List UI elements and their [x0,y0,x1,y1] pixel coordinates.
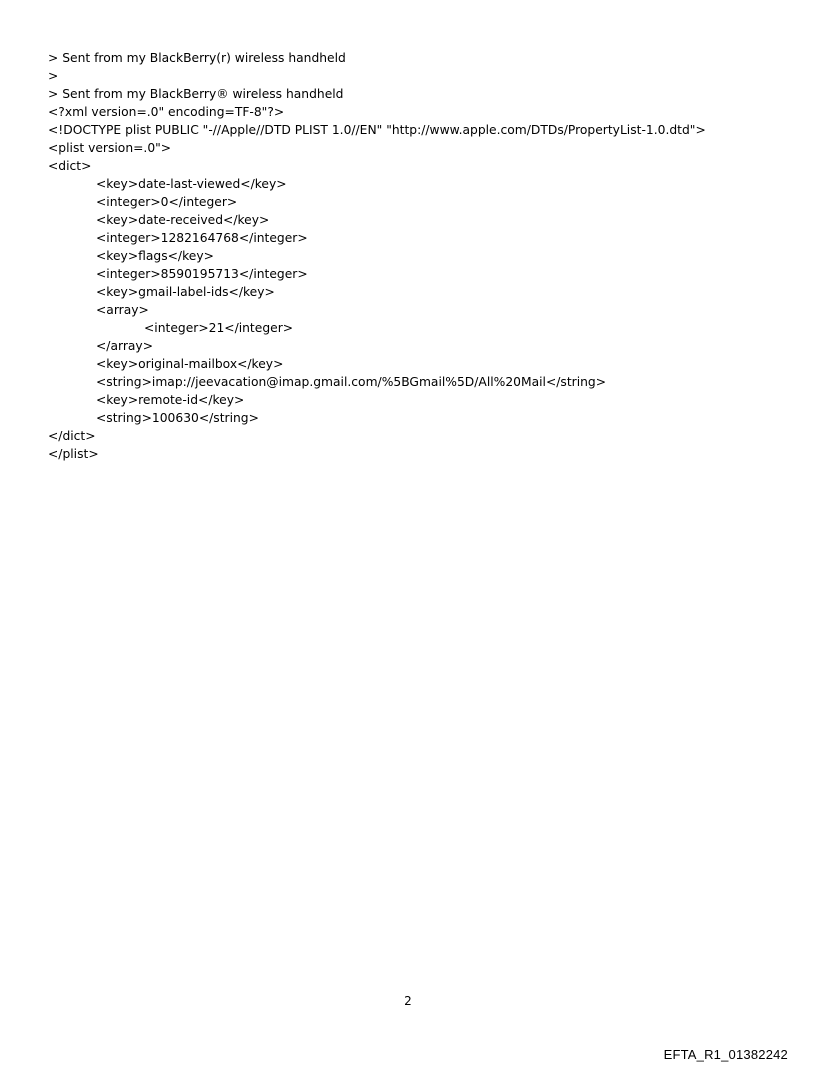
document-body [48,49,788,463]
text-line: <string>imap://jeevacation@imap.gmail.com/%5BGmail%5D/All%20Mail</string> [96,375,607,389]
text-line: <key>gmail-label-ids</key> [96,285,275,299]
text-line: <integer>21</integer> [144,321,294,335]
text-line: <?xml version=.0" encoding=TF-8"?> [48,105,285,119]
page-number: 2 [404,994,412,1008]
text-line: </plist> [48,447,99,461]
text-line: > Sent from my BlackBerry® wireless handheld [48,87,344,101]
text-line: <key>flags</key> [96,249,214,263]
text-line: <key>date-received</key> [96,213,270,227]
text-line: <key>date-last-viewed</key> [96,177,287,191]
text-line: <string>100630</string> [96,411,259,425]
text-line: <!DOCTYPE plist PUBLIC "-//Apple//DTD PLIST 1.0//EN" "http://www.apple.com/DTDs/PropertyList-1.0.dtd"> [48,123,706,137]
text-line: </dict> [48,429,96,443]
text-line: <plist version=.0"> [48,141,172,155]
bates-number: EFTA_R1_01382242 [663,1047,788,1062]
text-line: <integer>0</integer> [96,195,238,209]
text-line: </array> [96,339,153,353]
text-line: <integer>1282164768</integer> [96,231,308,245]
text-line: > Sent from my BlackBerry(r) wireless handheld [48,51,346,65]
text-line: <dict> [48,159,92,173]
text-line: <key>remote-id</key> [96,393,245,407]
text-line: <key>original-mailbox</key> [96,357,284,371]
text-line: <integer>8590195713</integer> [96,267,308,281]
text-line: <array> [96,303,149,317]
text-line: > [48,69,59,83]
